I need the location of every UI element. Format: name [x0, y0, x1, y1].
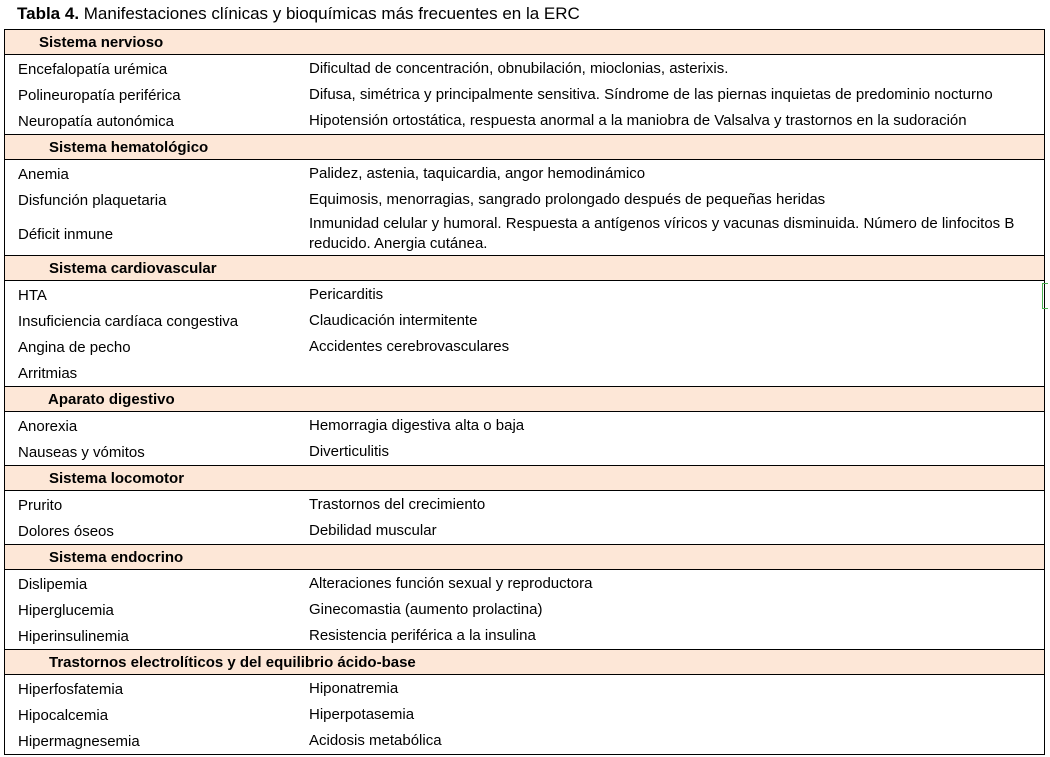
section-header: Sistema locomotor — [5, 466, 1044, 491]
condition-cell: Polineuropatía periférica — [18, 86, 181, 104]
condition-cell: Hiperfosfatemia — [18, 680, 124, 698]
table-caption-text: Manifestaciones clínicas y bioquímicas más frecuentes en la ERC — [79, 4, 580, 23]
table-row — [5, 56, 1044, 82]
table-row — [5, 82, 1044, 108]
table-row — [5, 213, 1044, 255]
table-row — [5, 161, 1044, 187]
manifestation-cell: Resistencia periférica a la insulina — [309, 627, 536, 644]
condition-cell: Encefalopatía urémica — [18, 60, 168, 78]
manifestation-cell: Claudicación intermitente — [309, 312, 478, 329]
manifestation-cell: Hiperpotasemia — [309, 706, 415, 723]
manifestation-cell: Dificultad de concentración, obnubilación, mioclonias, asterixis. — [309, 60, 729, 77]
manifestation-cell: Difusa, simétrica y principalmente sensitiva. Síndrome de las piernas inquietas de predominio nocturno — [309, 86, 993, 103]
manifestation-cell: Diverticulitis — [309, 443, 390, 460]
table-row — [5, 728, 1044, 754]
manifestation-cell: Inmunidad celular y humoral. Respuesta a antígenos víricos y vacunas disminuida. Número de linfocitos B reducido. Anergia cutánea. — [309, 215, 1015, 252]
table-row — [5, 597, 1044, 623]
section-body — [5, 55, 1044, 135]
manifestation-cell: Acidosis metabólica — [309, 732, 442, 749]
table-row — [5, 334, 1044, 360]
condition-cell: Neuropatía autonómica — [18, 112, 174, 130]
manifestation-cell: Alteraciones función sexual y reproductora — [309, 575, 593, 592]
manifestation-cell: Accidentes cerebrovasculares — [309, 338, 510, 355]
table-caption — [17, 4, 580, 24]
table-row — [5, 623, 1044, 649]
section-header: Trastornos electrolíticos y del equilibrio ácido-base — [5, 650, 1044, 675]
section-body — [5, 281, 1044, 387]
section-body — [5, 412, 1044, 466]
manifestation-cell: Hiponatremia — [309, 680, 399, 697]
condition-cell: Angina de pecho — [18, 338, 131, 356]
manifestation-cell: Trastornos del crecimiento — [309, 496, 486, 513]
table-row — [5, 187, 1044, 213]
manifestations-table — [4, 29, 1045, 755]
table-row — [5, 413, 1044, 439]
section-body — [5, 160, 1044, 256]
manifestation-cell: Hipotensión ortostática, respuesta anormal a la maniobra de Valsalva y trastornos en la sudoración — [309, 112, 967, 129]
table-row — [5, 492, 1044, 518]
condition-cell: Déficit inmune — [18, 225, 114, 243]
table-row — [5, 308, 1044, 334]
condition-cell: Prurito — [18, 496, 63, 514]
condition-cell: Hiperglucemia — [18, 601, 114, 619]
manifestation-cell: Ginecomastia (aumento prolactina) — [309, 601, 543, 618]
section-header: Sistema endocrino — [5, 545, 1044, 570]
table-row — [5, 360, 1044, 386]
condition-cell: Hiperinsulinemia — [18, 627, 129, 645]
manifestation-cell: Hemorragia digestiva alta o baja — [309, 417, 525, 434]
manifestation-cell: Pericarditis — [309, 286, 384, 303]
condition-cell: Hipermagnesemia — [18, 732, 140, 750]
manifestation-cell: Debilidad muscular — [309, 522, 437, 539]
section-header: Sistema hematológico — [5, 135, 1044, 160]
section-header: Sistema nervioso — [5, 30, 1044, 55]
section-body — [5, 675, 1044, 755]
condition-cell: Dislipemia — [18, 575, 88, 593]
condition-cell: Hipocalcemia — [18, 706, 109, 724]
cell-selection-marker — [1042, 283, 1048, 309]
condition-cell: Insuficiencia cardíaca congestiva — [18, 312, 239, 330]
condition-cell: Arritmias — [18, 364, 78, 382]
table-row — [5, 676, 1044, 702]
table-row — [5, 702, 1044, 728]
table-row — [5, 518, 1044, 544]
table-row — [5, 571, 1044, 597]
table-caption-label: Tabla 4. — [17, 4, 80, 23]
section-header: Sistema cardiovascular — [5, 256, 1044, 281]
condition-cell: Dolores óseos — [18, 522, 114, 540]
condition-cell: HTA — [18, 286, 47, 304]
table-row — [5, 282, 1044, 308]
table-row — [5, 108, 1044, 134]
manifestation-cell: Palidez, astenia, taquicardia, angor hemodinámico — [309, 165, 646, 182]
section-body — [5, 570, 1044, 650]
table-row — [5, 439, 1044, 465]
condition-cell: Disfunción plaquetaria — [18, 191, 167, 209]
condition-cell: Anemia — [18, 165, 69, 183]
manifestation-cell: Equimosis, menorragias, sangrado prolongado después de pequeñas heridas — [309, 191, 826, 208]
condition-cell: Anorexia — [18, 417, 78, 435]
section-body — [5, 491, 1044, 545]
section-header: Aparato digestivo — [5, 387, 1044, 412]
condition-cell: Nauseas y vómitos — [18, 443, 145, 461]
